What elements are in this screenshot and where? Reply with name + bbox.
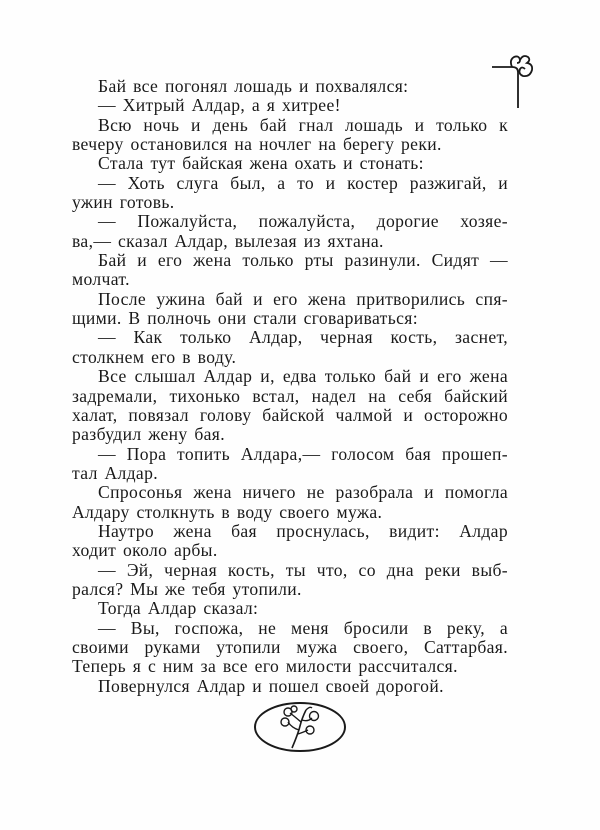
text-line: своими руками утопили мужа своего, Саттарбая. <box>72 636 508 657</box>
text-line: Бай и его жена только рты разинули. Сидят — <box>98 250 508 271</box>
text-line: Тогда Алдар сказал: <box>98 598 259 619</box>
text-line: ходит около арбы. <box>72 540 218 561</box>
text-line: — Эй, черная кость, ты что, со дна реки выб- <box>98 559 508 580</box>
text-line: рался? Мы же тебя утопили. <box>72 578 302 599</box>
text-line: щими. В полночь они стали сговариваться: <box>72 308 418 329</box>
text-line: Всю ночь и день бай гнал лошадь и только к <box>98 114 508 135</box>
text-line: Спросонья жена ничего не разобрала и помогла <box>98 482 508 503</box>
text-line: вечеру остановился на ночлег на берегу реки. <box>72 134 442 155</box>
flower-branch-oval-ornament-icon <box>252 700 348 754</box>
text-line: Повернулся Алдар и пошел своей дорогой. <box>98 675 444 696</box>
text-line: — Как только Алдар, черная кость, заснет, <box>98 327 508 348</box>
text-line: молчат. <box>72 269 130 290</box>
text-line: — Хоть слуга был, а то и костер разжигай, и <box>98 172 508 193</box>
text-line: — Пора топить Алдара,— голосом бая прошеп- <box>98 443 508 464</box>
text-line: Наутро жена бая проснулась, видит: Алдар <box>98 520 508 541</box>
text-line: — Хитрый Алдар, а я хитрее! <box>98 95 341 116</box>
text-line: Теперь я с ним за все его милости рассчитался. <box>72 656 458 677</box>
text-line: — Вы, госпожа, не меня бросили в реку, а <box>98 617 508 638</box>
story-text <box>72 77 508 696</box>
text-line: Бай все погонял лошадь и похвалялся: <box>98 76 409 96</box>
text-line: — Пожалуйста, пожалуйста, дорогие хозяе- <box>98 211 508 232</box>
text-line: После ужина бай и его жена притворились спя- <box>98 288 508 309</box>
text-line: Алдару столкнуть в воду своего мужа. <box>72 501 383 522</box>
text-line: задремали, тихонько встал, надел на себя байский <box>72 385 508 406</box>
text-line: Стала тут байская жена охать и стонать: <box>98 153 424 174</box>
text-line: разбудил жену бая. <box>72 424 225 445</box>
text-line: Все слышал Алдар и, едва только бай и его жена <box>98 366 508 387</box>
text-line: ужин готовь. <box>72 192 175 213</box>
text-line: халат, повязал голову байской чалмой и осторожно <box>72 404 508 425</box>
text-line: тал Алдар. <box>72 462 158 483</box>
text-line: ва,— сказал Алдар, вылезая из яхтана. <box>72 230 384 251</box>
text-line: столкнем его в воду. <box>72 346 237 367</box>
